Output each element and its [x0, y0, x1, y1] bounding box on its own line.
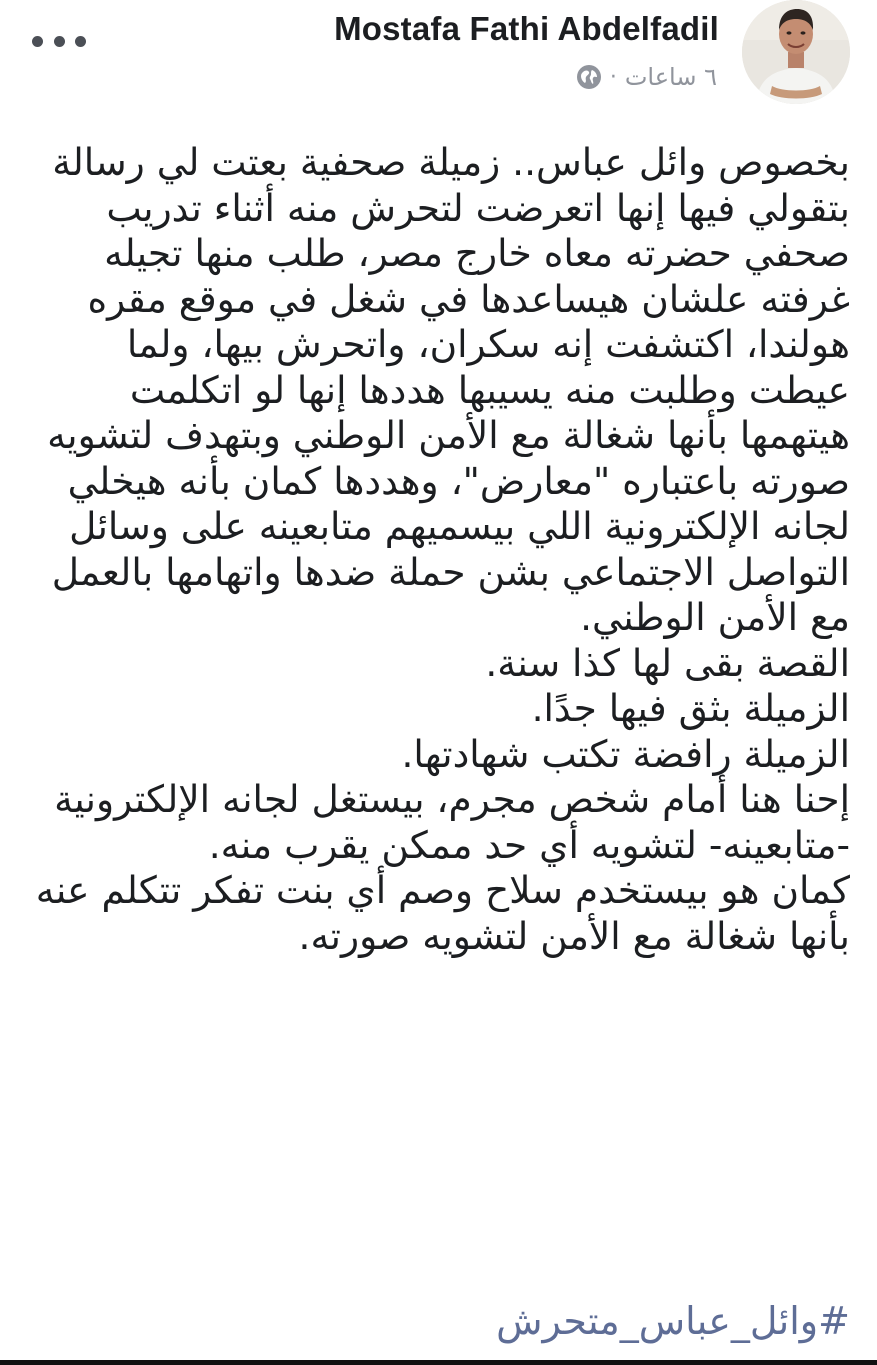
more-dot-icon — [54, 36, 65, 47]
hashtag-container — [20, 1296, 850, 1346]
post-paragraph: إحنا هنا أمام شخص مجرم، بيستغل لجانه الإلكترونية -متابعينه- لتشويه أي حد ممكن يقرب منه. — [54, 777, 850, 867]
post-meta — [576, 60, 717, 94]
post-paragraph: كمان هو بيستخدم سلاح وصم أي بنت تفكر تتكلم عنه بأنها شغالة مع الأمن لتشويه صورته. — [35, 868, 850, 958]
post-paragraph: بخصوص وائل عباس.. زميلة صحفية بعتت لي رسالة بتقولي فيها إنها اتعرضت لتحرش منه أثناء تدريب صحفي حضرته معاه خارج مصر، طلب منها تجيله غرفته علشان هيساعدها في شغل في موقع مقره هولندا، اكتشفت إنه سكران، واتحرش بيها، ولما عيطت وطلبت منه يسيبها هددها إنها لو اتكلمت هيتهمها بأنها شغالة مع الأمن الوطني وبتهدف لتشويه صورته باعتباره "معارض"، وهددها كمان بأنه هيخلي لجانه الإلكترونية اللي بيسميهم متابعينه على وسائل التواصل الاجتماعي بشن حملة ضدها واتهامها بالعمل مع الأمن الوطني. — [47, 140, 850, 639]
more-dot-icon — [75, 36, 86, 47]
more-dot-icon — [32, 36, 43, 47]
globe-icon — [576, 64, 602, 90]
author-name[interactable]: Mostafa Fathi Abdelfadil — [334, 10, 719, 47]
post-paragraph: الزميلة رافضة تكتب شهادتها. — [401, 731, 850, 776]
post-paragraph: الزميلة بثق فيها جدًا. — [531, 686, 850, 730]
more-options-button[interactable] — [32, 24, 86, 58]
post-timestamp[interactable]: ٦ ساعات — [624, 63, 717, 91]
profile-photo — [742, 0, 850, 104]
post-paragraph: القصة بقى لها كذا سنة. — [485, 640, 850, 685]
post-text — [20, 140, 850, 959]
avatar[interactable] — [742, 0, 850, 104]
divider — [0, 1360, 877, 1365]
hashtag-link[interactable]: #وائل_عباس_متحرش — [496, 1299, 850, 1343]
post-header — [0, 0, 877, 110]
meta-separator: · — [609, 64, 617, 90]
